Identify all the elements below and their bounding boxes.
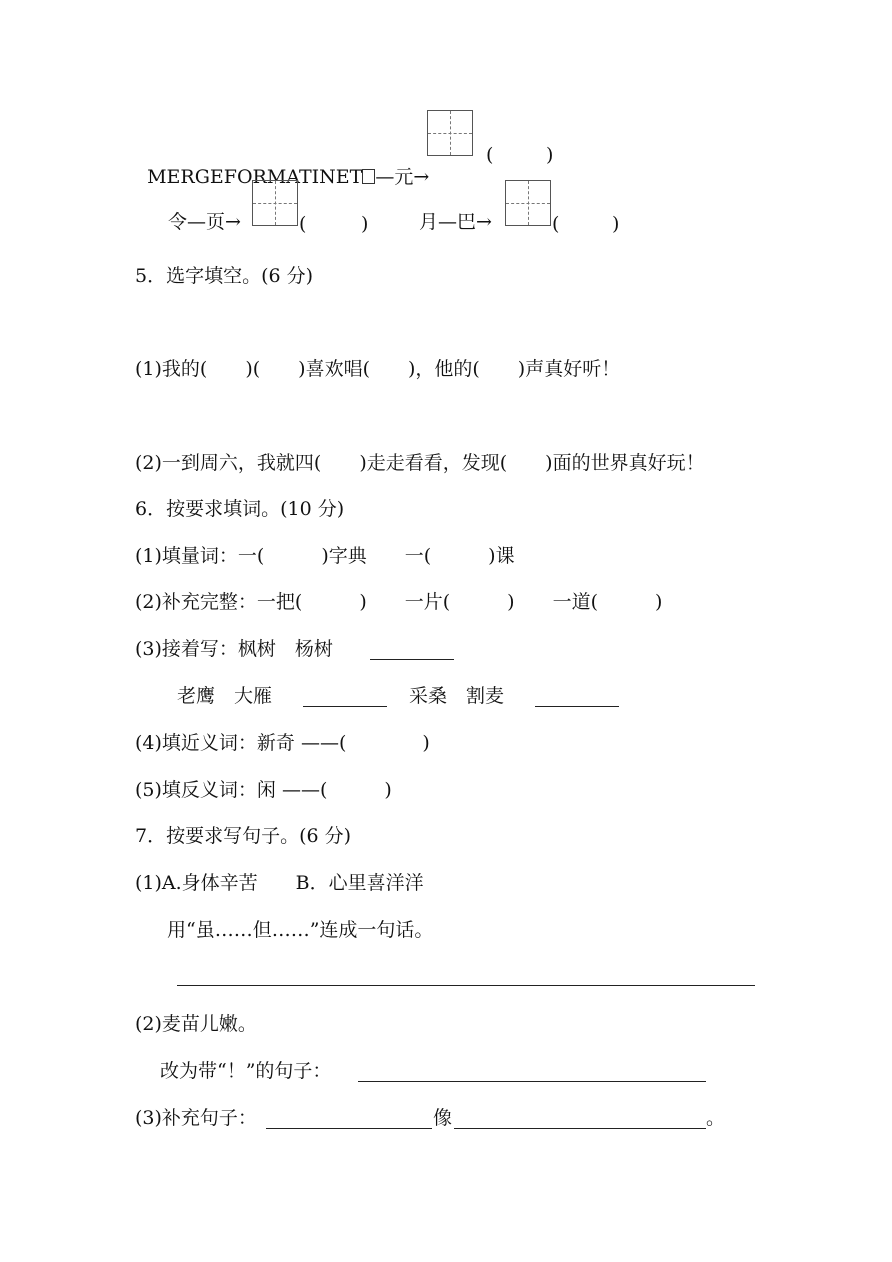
q6-line-3: (3)接着写：枫树 杨树 — [135, 638, 333, 660]
q7-line-4: 改为带“！”的句子： — [160, 1060, 332, 1082]
answer-line-q7-2[interactable] — [358, 1081, 706, 1082]
q7-line-3: (2)麦苗儿嫩。 — [135, 1013, 257, 1035]
q7-line-5c: 。 — [706, 1107, 726, 1129]
q7-line-5b: 像 — [433, 1107, 453, 1129]
paren-open-3: ( — [552, 213, 560, 235]
q4-row1-tail: —元→ — [375, 166, 430, 188]
q7-line-5a: (3)补充句子： — [135, 1107, 257, 1129]
paren-close-2: ) — [361, 213, 369, 235]
q4-row1-prefix: MERGEFORMATINET — [147, 166, 363, 188]
paren-open-1: ( — [486, 144, 494, 166]
blank-line-q6-4b[interactable] — [535, 706, 619, 707]
answer-line-q7-3a[interactable] — [266, 1128, 432, 1129]
q6-line-6: (5)填反义词：闲 ——( ) — [135, 779, 392, 801]
square-icon — [362, 169, 375, 184]
answer-line-q7-3b[interactable] — [454, 1128, 706, 1129]
paren-close-1: ) — [546, 144, 554, 166]
char-grid-box-1[interactable] — [427, 110, 473, 156]
char-grid-box-3[interactable] — [505, 180, 551, 226]
q6-title: 6．按要求填词。(10 分) — [135, 498, 345, 520]
q6-line-1: (1)填量词：一( )字典 一( )课 — [135, 545, 515, 567]
q7-line-1: (1)A.身体辛苦 B．心里喜洋洋 — [135, 872, 424, 894]
q6-line-5: (4)填近义词：新奇 ——( ) — [135, 732, 430, 754]
q6-line-4b: 采桑 割麦 — [409, 685, 505, 707]
q7-line-2: 用“虽……但……”连成一句话。 — [167, 919, 434, 941]
answer-line-q7-1[interactable] — [177, 985, 755, 986]
q6-line-2: (2)补充完整：一把( ) 一片( ) 一道( ) — [135, 591, 663, 613]
paren-open-2: ( — [299, 213, 307, 235]
paren-close-3: ) — [612, 213, 620, 235]
q7-title: 7．按要求写句子。(6 分) — [135, 825, 352, 847]
char-grid-box-2[interactable] — [252, 180, 298, 226]
blank-line-q6-4a[interactable] — [303, 706, 387, 707]
q4-row2-b: 月—巴→ — [419, 211, 492, 233]
q5-sentence-2: (2)一到周六，我就四( )走走看看，发现( )面的世界真好玩！ — [135, 452, 705, 474]
q5-title: 5．选字填空。(6 分) — [135, 265, 314, 287]
q4-row2-a: 令—页→ — [168, 211, 241, 233]
blank-line-q6-3[interactable] — [370, 659, 454, 660]
q6-line-4a: 老鹰 大雁 — [177, 685, 273, 707]
q5-sentence-1: (1)我的( )( )喜欢唱( )，他的( )声真好听！ — [135, 358, 621, 380]
